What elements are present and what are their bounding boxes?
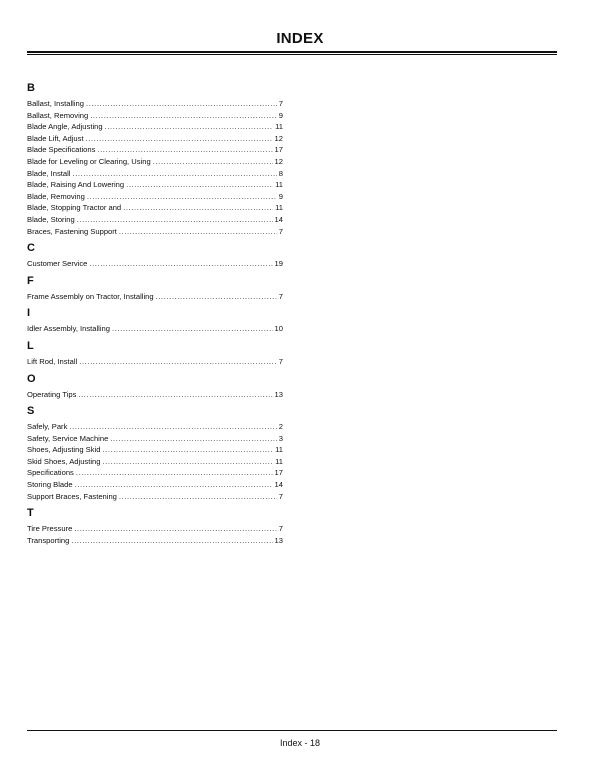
dot-leader (156, 291, 277, 303)
index-entry-page: 2 (278, 422, 283, 432)
dot-leader (102, 444, 273, 456)
index-section-f (27, 275, 283, 303)
index-entry-label: Blade, Raising And Lowering (27, 180, 125, 190)
index-entry (27, 291, 283, 303)
index-entry-page: 7 (278, 99, 283, 108)
index-entry (27, 467, 283, 479)
index-entry-page: 11 (275, 203, 283, 213)
index-letter-heading: C (27, 242, 35, 255)
index-letter-heading: F (27, 274, 34, 287)
index-entry-label: Idler Assembly, Installing (27, 324, 111, 334)
index-entry (27, 323, 283, 335)
index-entry-label: Skid Shoes, Adjusting (27, 456, 101, 466)
index-letter-heading: L (27, 339, 34, 352)
index-entry (27, 168, 283, 180)
index-entry-page: 9 (278, 191, 283, 201)
index-section-t (27, 507, 283, 546)
index-entry (27, 421, 283, 433)
index-entry (27, 202, 283, 214)
index-entry-page: 14 (274, 214, 283, 224)
index-entry-label: Shoes, Adjusting Skid (27, 445, 101, 455)
dot-leader (90, 110, 277, 122)
index-entry-label: Blade for Leveling or Clearing, Using (27, 156, 151, 166)
index-entry (27, 258, 283, 270)
dot-leader (74, 523, 276, 535)
dot-leader (77, 214, 273, 226)
index-entry-page: 11 (275, 445, 283, 455)
index-entry (27, 133, 283, 145)
dot-leader (123, 202, 273, 214)
index-entry-page: 17 (274, 468, 283, 478)
index-entry-label: Ballast, Removing (27, 110, 89, 120)
index-entry-label: Specifications (27, 468, 74, 478)
index-letter-heading: I (27, 307, 31, 320)
index-entry-label: Storing Blade (27, 480, 73, 490)
page-title: INDEX (276, 30, 324, 47)
index-entry (27, 389, 283, 401)
index-entry-label: Blade, Install (27, 168, 71, 178)
index-entry (27, 491, 283, 503)
index-entry (27, 535, 283, 547)
dot-leader (71, 535, 272, 547)
index-entry (27, 456, 283, 468)
index-entry-page: 11 (275, 122, 283, 132)
index-entry-page: 12 (274, 156, 283, 166)
index-entry (27, 156, 283, 168)
index-letter-heading: T (27, 507, 34, 520)
index-entry-label: Blade, Removing (27, 191, 85, 201)
dot-leader (86, 133, 273, 145)
dot-leader (79, 356, 277, 368)
dot-leader (102, 456, 273, 468)
index-entry (27, 121, 283, 133)
header-rule (27, 51, 557, 55)
index-entry-label: Frame Assembly on Tractor, Installing (27, 291, 154, 301)
index-entry (27, 144, 283, 156)
index-entry-page: 7 (278, 491, 283, 501)
index-entry-page: 7 (278, 524, 283, 534)
dot-leader (153, 156, 273, 168)
index-entry (27, 191, 283, 203)
index-entry (27, 226, 283, 238)
index-entry (27, 110, 283, 122)
index-entry (27, 444, 283, 456)
index-section-o (27, 373, 283, 401)
index-entry-page: 7 (278, 291, 283, 301)
index-entry-label: Ballast, Installing (27, 99, 84, 108)
page-footer: Index - 18 (279, 738, 321, 748)
index-entry-page: 19 (274, 259, 283, 269)
index-section-s (27, 405, 283, 502)
index-entry (27, 433, 283, 445)
index-entry-label: Safely, Park (27, 422, 68, 432)
index-entry-label: Tire Pressure (27, 524, 73, 534)
index-entry-page: 13 (274, 389, 283, 399)
dot-leader (126, 179, 273, 191)
index-entry (27, 179, 283, 191)
footer-rule (27, 730, 557, 731)
index-entry-page: 12 (274, 133, 283, 143)
index-letter-heading: S (27, 405, 35, 418)
dot-leader (87, 191, 277, 203)
index-entry-page: 13 (274, 535, 283, 545)
index-list (27, 82, 283, 551)
index-entry (27, 214, 283, 226)
dot-leader (86, 98, 277, 110)
index-entry-page: 10 (274, 324, 283, 334)
index-entry-label: Blade Angle, Adjusting (27, 122, 103, 132)
index-section-l (27, 340, 283, 368)
dot-leader (78, 389, 272, 401)
index-letter-heading: B (27, 82, 35, 94)
dot-leader (119, 491, 277, 503)
index-entry (27, 523, 283, 535)
dot-leader (112, 323, 273, 335)
dot-leader (69, 421, 276, 433)
index-entry-label: Operating Tips (27, 389, 77, 399)
index-entry-label: Safety, Service Machine (27, 433, 109, 443)
dot-leader (119, 226, 277, 238)
index-section-i (27, 307, 283, 335)
index-entry-page: 3 (278, 433, 283, 443)
index-entry-page: 11 (275, 456, 283, 466)
index-entry-label: Blade Lift, Adjust (27, 133, 84, 143)
dot-leader (72, 168, 276, 180)
index-entry-label: Transporting (27, 535, 70, 545)
index-section-b (27, 82, 283, 237)
index-entry-page: 7 (278, 226, 283, 236)
index-entry-page: 8 (278, 168, 283, 178)
index-entry-page: 11 (275, 180, 283, 190)
dot-leader (75, 479, 273, 491)
index-letter-heading: O (27, 372, 36, 385)
index-section-c (27, 242, 283, 270)
dot-leader (76, 467, 273, 479)
index-entry (27, 479, 283, 491)
index-entry-page: 9 (278, 110, 283, 120)
index-entry-page: 7 (278, 356, 283, 366)
index-entry-label: Blade, Storing (27, 214, 75, 224)
dot-leader (105, 121, 274, 133)
dot-leader (97, 144, 272, 156)
index-entry-label: Customer Service (27, 259, 88, 269)
index-entry (27, 356, 283, 368)
index-entry-page: 14 (274, 480, 283, 490)
index-entry-label: Lift Rod, Install (27, 356, 78, 366)
index-entry-label: Blade, Stopping Tractor and (27, 203, 122, 213)
index-entry-label: Blade Specifications (27, 145, 96, 155)
index-entry (27, 98, 283, 110)
dot-leader (110, 433, 276, 445)
index-entry-page: 17 (274, 145, 283, 155)
index-entry-label: Support Braces, Fastening (27, 491, 117, 501)
index-entry-label: Braces, Fastening Support (27, 226, 117, 236)
dot-leader (89, 258, 272, 270)
